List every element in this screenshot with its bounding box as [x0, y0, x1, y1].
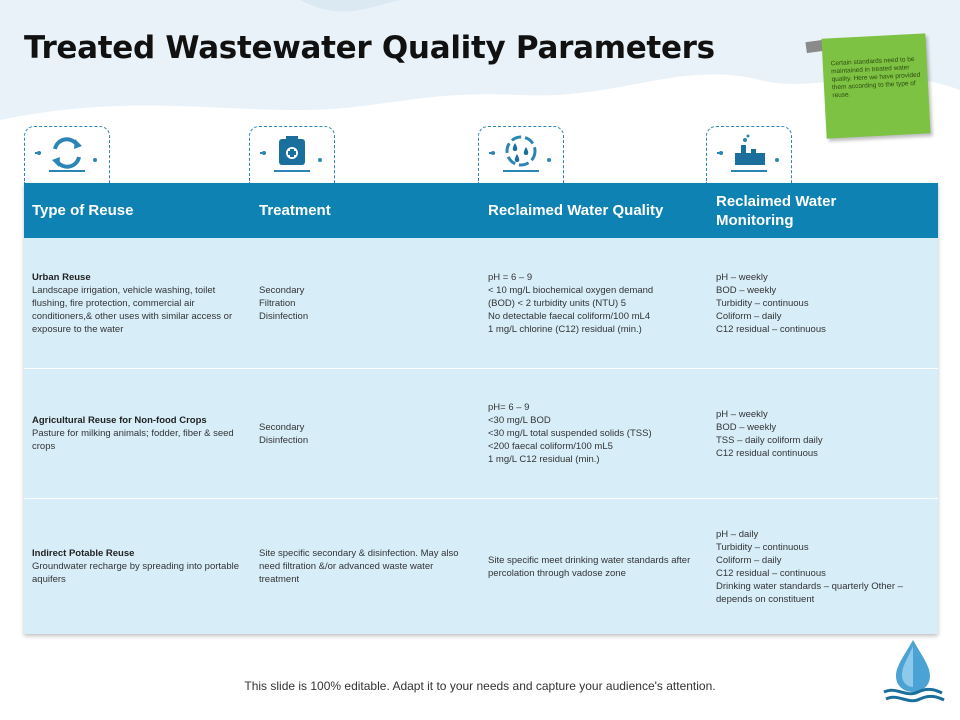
treatment-text: Secondary Disinfection [259, 421, 309, 446]
table-row-agricultural-reuse [24, 369, 938, 499]
type-description: Landscape irrigation, vehicle washing, toilet flushing, fire protection, commercial air conditioners,& other uses with similar access or exposure to the water [32, 284, 233, 335]
cell-treatment [259, 369, 469, 498]
quality-line: (BOD) < 2 turbidity units (NTU) 5 [488, 297, 627, 309]
cell-quality [488, 238, 703, 368]
quality-line: pH = 6 – 9 [488, 271, 533, 283]
quality-table [24, 183, 938, 634]
cell-monitoring [716, 238, 931, 368]
recycle-icon [25, 127, 109, 183]
cell-type [32, 499, 247, 634]
monitoring-line: BOD – weekly [716, 284, 777, 296]
cell-type [32, 238, 247, 368]
type-title: Urban Reuse [32, 271, 91, 283]
sticky-note [821, 33, 930, 138]
monitoring-line: BOD – weekly [716, 421, 777, 433]
cell-monitoring [716, 499, 931, 634]
header-reclaimed-water-quality: Reclaimed Water Quality [488, 202, 664, 219]
quality-line: No detectable faecal coliform/100 mL4 [488, 310, 651, 322]
monitoring-line: Coliform – daily [716, 310, 782, 322]
quality-line: < 10 mg/L biochemical oxygen demand [488, 284, 654, 296]
quality-line: 1 mg/L chlorine (C12) residual (min.) [488, 323, 642, 335]
header-treatment: Treatment [259, 202, 331, 219]
cell-treatment [259, 238, 469, 368]
water-drops-icon [479, 127, 563, 183]
monitoring-line: Coliform – daily [716, 554, 782, 566]
treatment-text: Site specific secondary & disinfection. May also need filtration &/or advanced waste water treatment [259, 548, 459, 585]
type-description: Pasture for milking animals; fodder, fiber & seed crops [32, 428, 234, 452]
treatment-text: Secondary Filtration Disinfection [259, 284, 309, 322]
cell-monitoring [716, 369, 931, 498]
quality-line: <200 faecal coliform/100 mL5 [488, 441, 613, 452]
monitoring-line: C12 residual – continuous [716, 323, 826, 335]
quality-line: 1 mg/L C12 residual (min.) [488, 454, 600, 465]
footer-text: This slide is 100% editable. Adapt it to your needs and capture your audience's attention. [244, 679, 716, 693]
table-row-indirect-potable-reuse [24, 499, 938, 634]
monitoring-line: Drinking water standards – quarterly Other – depends on constituent [716, 580, 903, 605]
icon-box-agricultural [249, 126, 335, 183]
quality-line: Site specific meet drinking water standards after percolation through vadose zone [488, 554, 691, 579]
table-row-urban-reuse [24, 238, 938, 369]
type-title: Indirect Potable Reuse [32, 548, 135, 559]
quality-line: <30 mg/L BOD [488, 415, 551, 426]
cell-treatment [259, 499, 469, 634]
quality-line: pH= 6 – 9 [488, 402, 530, 413]
icon-box-potable [478, 126, 564, 183]
monitoring-line: pH – weekly [716, 408, 768, 420]
type-description: Groundwater recharge by spreading into portable aquifers [32, 561, 240, 585]
icon-box-urban [24, 126, 110, 183]
cell-quality [488, 499, 703, 634]
monitoring-line: pH – weekly [716, 271, 768, 283]
sticky-note-text: Certain standards need to be maintained in treated water quality. Here we have provided them according to the type of reuse. [830, 55, 921, 100]
type-title: Agricultural Reuse for Non-food Crops [32, 415, 207, 426]
table-header [24, 183, 938, 238]
monitoring-line: Turbidity – continuous [716, 297, 809, 309]
cell-quality [488, 369, 703, 498]
water-drop-logo-icon [880, 638, 946, 708]
cell-type [32, 369, 247, 498]
factory-icon [707, 127, 791, 183]
monitoring-line: pH – daily [716, 528, 759, 540]
monitoring-line: C12 residual continuous [716, 447, 818, 459]
monitoring-line: Turbidity – continuous [716, 541, 809, 553]
header-type-of-reuse: Type of Reuse [32, 202, 134, 219]
monitoring-line: TSS – daily coliform daily [716, 434, 823, 446]
page-title: Treated Wastewater Quality Parameters [24, 30, 715, 66]
icon-box-monitoring [706, 126, 792, 183]
monitoring-line: C12 residual – continuous [716, 567, 826, 579]
medicine-icon [250, 127, 334, 183]
header-reclaimed-water-monitoring: Reclaimed Water Monitoring [716, 192, 837, 229]
quality-line: <30 mg/L total suspended solids (TSS) [488, 428, 652, 439]
